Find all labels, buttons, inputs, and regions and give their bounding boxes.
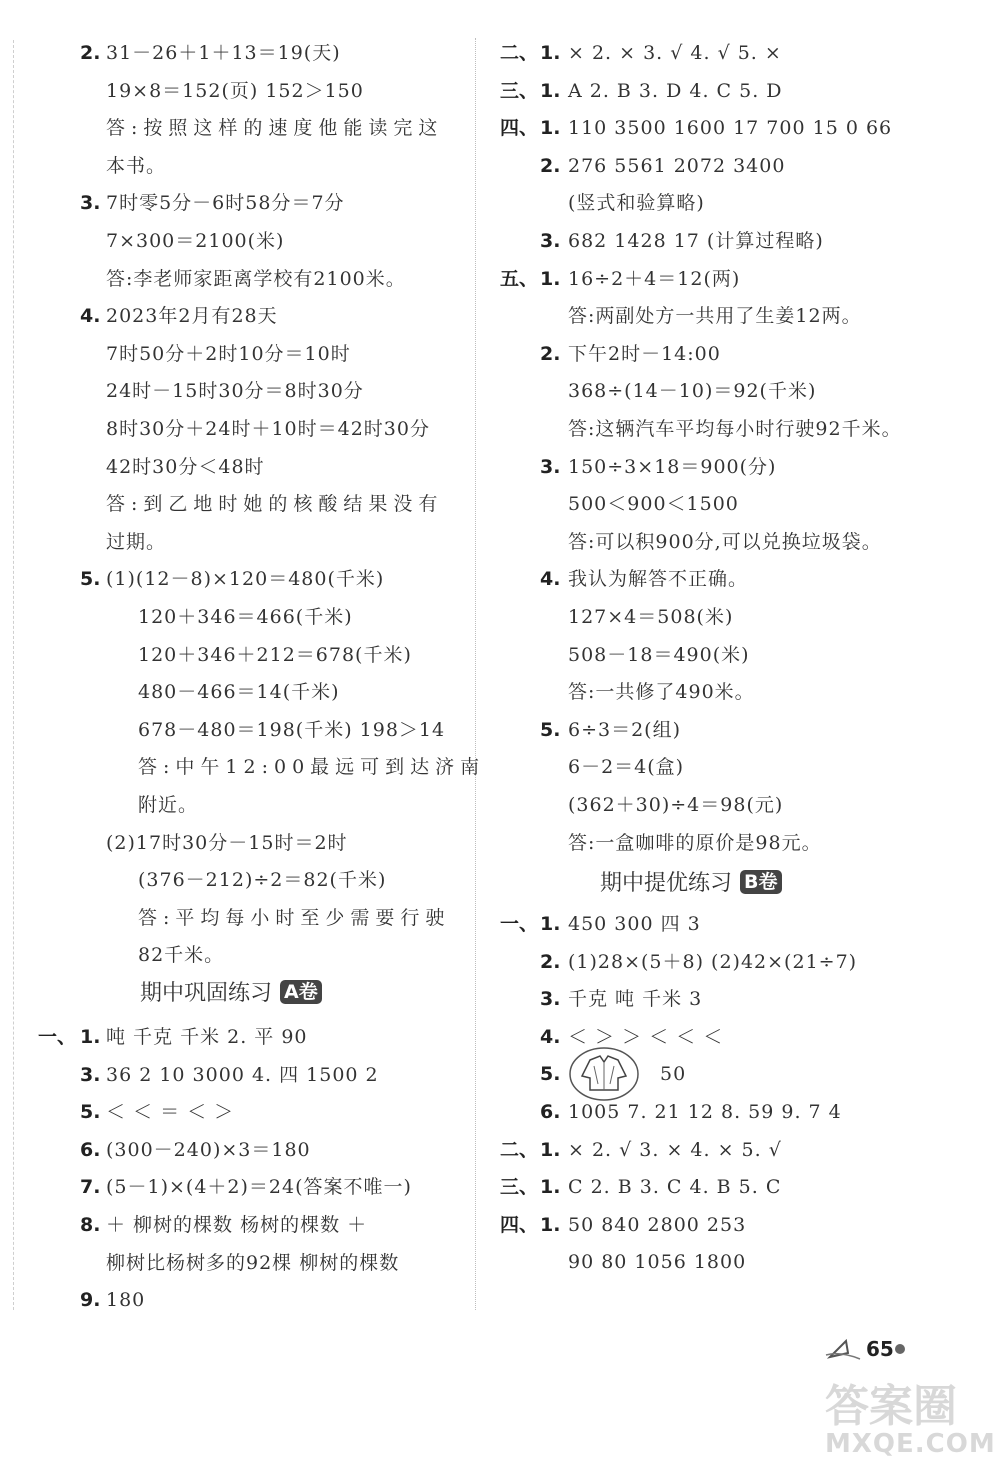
answer-line: × 2. √ 3. × 4. × 5. √ xyxy=(568,1138,782,1161)
item-number: 1. xyxy=(540,117,561,140)
item-number: 5. xyxy=(80,568,101,591)
answer-line: 柳树比杨树多的92棵 柳树的棵数 xyxy=(106,1251,400,1274)
item-number: 8. xyxy=(80,1214,101,1236)
answer-line: 2023年2月有28天 xyxy=(106,305,278,328)
item-number: 1. xyxy=(540,1138,561,1161)
answer-line: 下午2时－14:00 xyxy=(568,342,721,365)
left-margin-rule xyxy=(13,40,14,1310)
answer-line: 答:一盒咖啡的原价是98元。 xyxy=(568,831,822,854)
answer-line: 480－466＝14(千米) xyxy=(138,681,340,704)
answer-line: 答:到乙地时她的核酸结果没有 xyxy=(106,493,444,516)
item-number: 1. xyxy=(540,913,561,935)
item-number: 7. xyxy=(80,1176,101,1199)
answer-line: (362＋30)÷4＝98(元) xyxy=(568,794,784,816)
item-number: 1. xyxy=(540,267,561,290)
column-divider xyxy=(475,38,476,1310)
item-number: 5. xyxy=(540,718,561,741)
item-number: 9. xyxy=(80,1289,101,1312)
answer-line: 千克 吨 千米 3 xyxy=(568,988,703,1011)
answer-line: 127×4＝508(米) xyxy=(568,606,734,628)
item-number: 4. xyxy=(80,305,101,328)
section-marker: 四、 xyxy=(500,1213,539,1236)
item-number: 3. xyxy=(80,192,101,215)
answer-line: 7时50分＋2时10分＝10时 xyxy=(106,342,351,365)
answer-line: 我认为解答不正确。 xyxy=(568,568,749,591)
answer-line: A 2. B 3. D 4. C 5. D xyxy=(568,79,783,102)
answer-line: ＜ ＜ ＝ ＜ ＞ xyxy=(106,1101,235,1124)
answer-line: 16÷2＋4＝12(两) xyxy=(568,267,741,290)
answer-line: 120＋346＋212＝678(千米) xyxy=(138,643,412,666)
answer-line: (竖式和验算略) xyxy=(568,192,705,215)
item-number: 3. xyxy=(540,230,561,252)
item-number: 3. xyxy=(540,455,561,478)
answer-line: 50 840 2800 253 xyxy=(568,1213,747,1236)
section-marker: 二、 xyxy=(500,1138,539,1161)
answer-line: 答:可以积900分,可以兑换垃圾袋。 xyxy=(568,530,882,553)
answer-line: 8时30分＋24时＋10时＝42时30分 xyxy=(106,418,430,440)
answer-line: 82千米。 xyxy=(138,944,225,967)
section-title-midterm-b-text: 期中提优练习 xyxy=(600,871,733,896)
item-number: 1. xyxy=(540,1213,561,1236)
answer-line: 答:这辆汽车平均每小时行驶92千米。 xyxy=(568,418,902,440)
item-number: 6. xyxy=(540,1101,561,1123)
answer-line: 7时零5分－6时58分＝7分 xyxy=(106,192,345,215)
answer-line: × 2. × 3. √ 4. √ 5. × xyxy=(568,42,782,64)
answer-line: 120＋346＝466(千米) xyxy=(138,606,353,628)
answer-line: 24时－15时30分＝8时30分 xyxy=(106,380,364,403)
answer-line: 90 80 1056 1800 xyxy=(568,1251,747,1274)
answer-line: 答:两副处方一共用了生姜12两。 xyxy=(568,305,862,328)
item-number: 1. xyxy=(540,42,561,64)
answer-line: (376－212)÷2＝82(千米) xyxy=(138,869,387,892)
answer-line: 500＜900＜1500 xyxy=(568,493,739,516)
page-number-ornament-icon xyxy=(824,1333,864,1361)
answer-line: 答:按照这样的速度他能读完这 xyxy=(106,117,444,140)
section-marker: 四、 xyxy=(500,117,539,140)
answer-line: ＜ ＞ ＞ ＜ ＜ ＜ xyxy=(568,1025,724,1048)
item-number: 4. xyxy=(540,1025,561,1048)
item-number: 4. xyxy=(540,568,561,591)
answer-line: 36 2 10 3000 4. 四 1500 2 xyxy=(106,1063,379,1086)
answer-line: 答:一共修了490米。 xyxy=(568,681,755,704)
answer-line: (1)(12－8)×120＝480(千米) xyxy=(106,568,385,591)
section-marker: 二、 xyxy=(500,42,539,64)
answer-line: (5－1)×(4＋2)＝24(答案不唯一) xyxy=(106,1176,412,1199)
answer-line: ＋ 柳树的棵数 杨树的棵数 ＋ xyxy=(106,1214,368,1236)
answer-line: (2)17时30分－15时＝2时 xyxy=(106,831,348,854)
watermark xyxy=(825,1381,996,1459)
answer-line: 吨 千克 千米 2. 平 90 xyxy=(106,1026,308,1048)
answer-line: 50 xyxy=(660,1063,687,1086)
jacket-drawing-icon xyxy=(568,1046,640,1102)
answer-line: 答:中午12:00最远可到达济南 xyxy=(138,756,486,779)
item-number: 2. xyxy=(540,950,561,973)
section-title-midterm-a-text: 期中巩固练习 xyxy=(140,981,273,1006)
item-number: 2. xyxy=(80,42,101,64)
item-number: 2. xyxy=(540,154,561,177)
answer-line: 7×300＝2100(米) xyxy=(106,230,285,252)
answer-line: 答:李老师家距离学校有2100米。 xyxy=(106,267,406,290)
item-number: 3. xyxy=(80,1063,101,1086)
answer-line: 508－18＝490(米) xyxy=(568,643,750,666)
answer-line: 19×8＝152(页) 152＞150 xyxy=(106,79,364,102)
section-title-midterm-a-badge: A卷 xyxy=(280,980,322,1004)
answer-line: 110 3500 1600 17 700 15 0 66 xyxy=(568,117,893,140)
item-number: 5. xyxy=(80,1101,101,1124)
answer-line: 1005 7. 21 12 8. 59 9. 7 4 xyxy=(568,1101,842,1123)
answer-line: 答:平均每小时至少需要行驶 xyxy=(138,906,451,929)
answer-line: 42时30分＜48时 xyxy=(106,455,265,478)
answer-line: (300－240)×3＝180 xyxy=(106,1138,311,1161)
answer-line: 6－2＝4(盒) xyxy=(568,756,685,779)
answer-line: 本书。 xyxy=(106,154,167,177)
section-marker: 一、 xyxy=(500,913,539,935)
watermark-logo: 答案圈 xyxy=(825,1381,957,1432)
section-marker: 三、 xyxy=(500,1176,539,1199)
answer-line: 31－26＋1＋13＝19(天) xyxy=(106,42,341,64)
item-number: 3. xyxy=(540,988,561,1011)
item-number: 2. xyxy=(540,342,561,365)
section-marker: 五、 xyxy=(500,267,539,290)
item-number: 5. xyxy=(540,1063,561,1086)
answer-line: 682 1428 17 (计算过程略) xyxy=(568,230,824,252)
item-number: 1. xyxy=(540,79,561,102)
answer-line: 678－480＝198(千米) 198＞14 xyxy=(138,718,446,741)
section-title-midterm-b xyxy=(600,870,782,898)
section-marker: 三、 xyxy=(500,79,539,102)
answer-line: 180 xyxy=(106,1289,146,1312)
section-marker: 一、 xyxy=(38,1026,77,1048)
answer-line: 150÷3×18＝900(分) xyxy=(568,455,777,478)
answer-line: 附近。 xyxy=(138,794,199,816)
item-number: 6. xyxy=(80,1138,101,1161)
answer-line: 368÷(14－10)＝92(千米) xyxy=(568,380,817,403)
page-number xyxy=(866,1337,894,1361)
page-number-dot-icon xyxy=(894,1341,910,1357)
page-number-text: 65 xyxy=(866,1337,894,1361)
section-title-midterm-b-badge: B卷 xyxy=(740,870,781,894)
section-title-midterm-a xyxy=(140,980,322,1008)
answer-line: (1)28×(5＋8) (2)42×(21÷7) xyxy=(568,950,858,973)
answer-line: 450 300 四 3 xyxy=(568,913,701,935)
answer-line: 过期。 xyxy=(106,530,167,553)
answer-line: C 2. B 3. C 4. B 5. C xyxy=(568,1176,782,1199)
item-number: 1. xyxy=(80,1026,101,1048)
item-number: 1. xyxy=(540,1176,561,1199)
answer-line: 6÷3＝2(组) xyxy=(568,718,682,741)
answer-line: 276 5561 2072 3400 xyxy=(568,154,786,177)
watermark-url: MXQE.COM xyxy=(825,1429,996,1459)
